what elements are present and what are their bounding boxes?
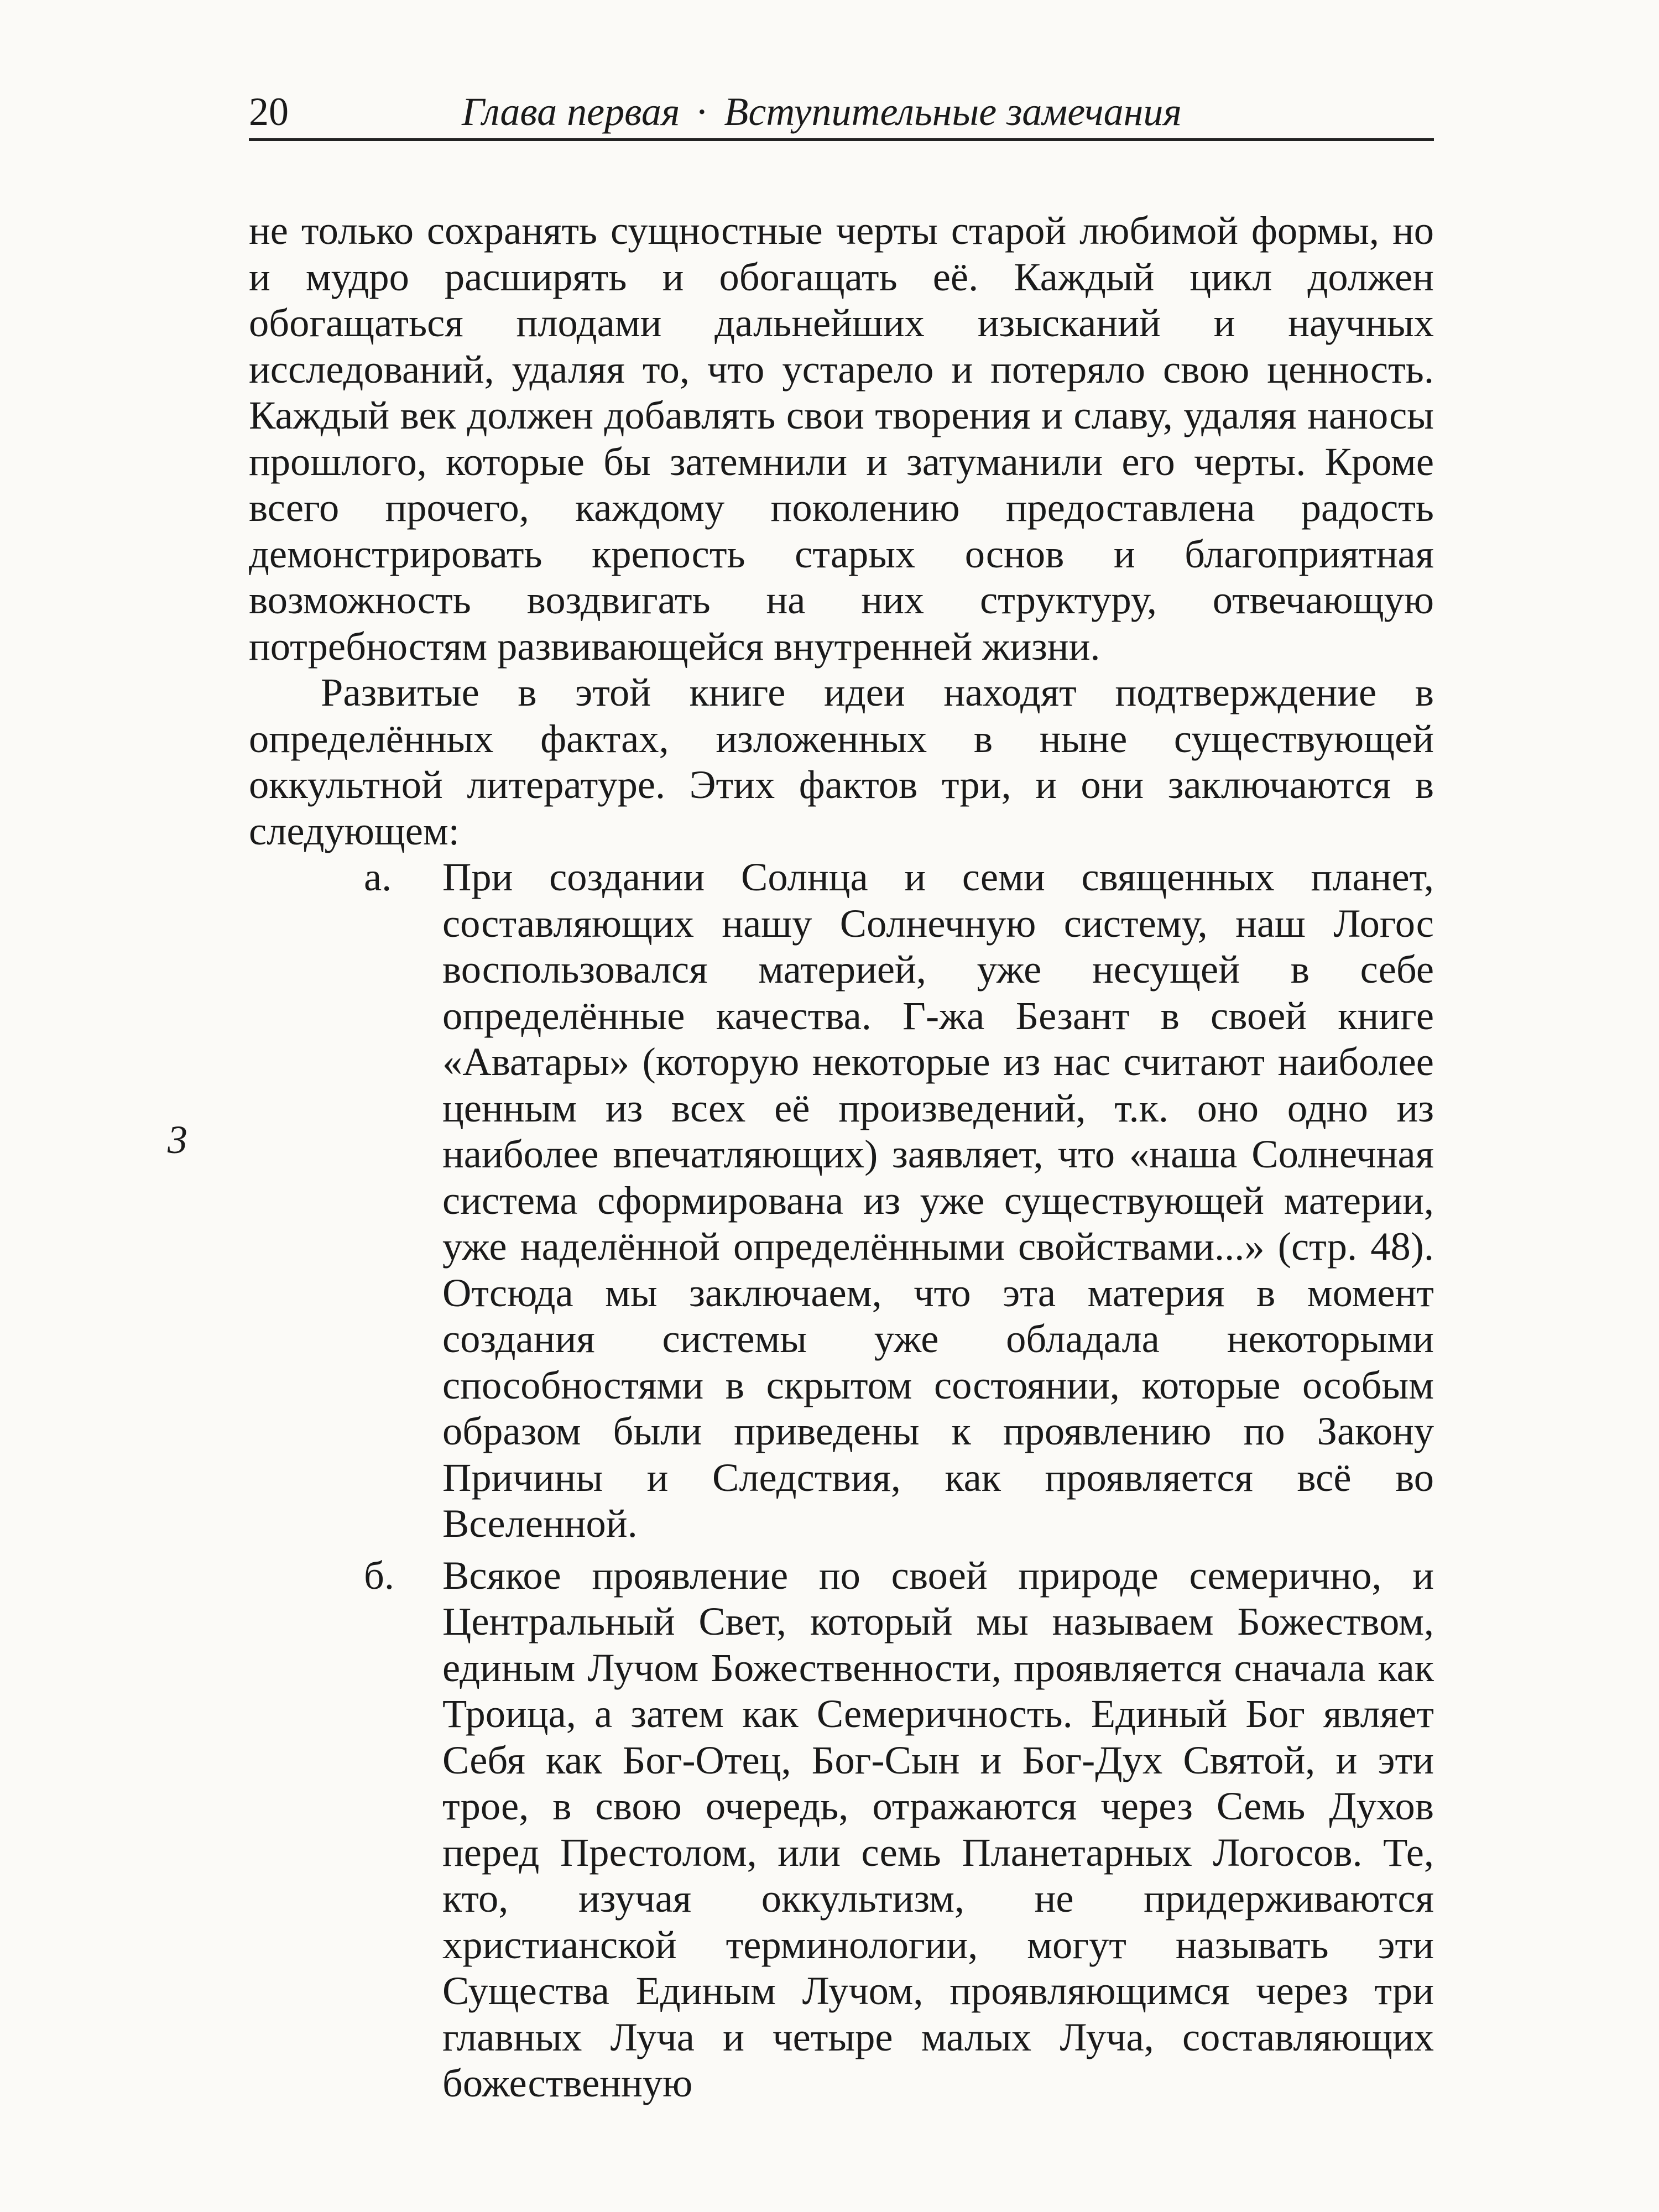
paragraph: не только сохранять сущностные черты старой любимой формы, но и мудро расширять и обогащать её. Каждый цикл должен обогащаться плодами дальнейших изысканий и научных исследований, удаляя то, что устарело и потеряло свою ценность. Каждый век должен добавлять свои творения и славу, удаляя наносы прошлого, которые бы затемнили и затуманили его черты. Кроме всего прочего, каждому поколению предоставлена радость демонстрировать крепость старых основ и благоприятная возможность воздвигать на них структуру, отвечающую потребностям развивающейся внутренней жизни.	[249, 208, 1434, 669]
list-item-text: Всякое проявление по своей природе семерично, и Центральный Свет, который мы называем Божеством, единым Лучом Божественности, проявляется сначала как Троица, а затем как Семеричность. Единый Бог являет Себя как Бог-Отец, Бог-Сын и Бог-Дух Святой, и эти трое, в свою очередь, отражаются через Семь Духов перед Престолом, или семь Планетарных Логосов. Те, кто, изучая оккультизм, не придерживаются христианской терминологии, могут называть эти Существа Единым Лучом, проявляющимся через три главных Луча и четыре малых Луча, составляющих божественную	[442, 1552, 1434, 2105]
paragraph: Развитые в этой книге идеи находят подтверждение в определённых фактах, изложенных в ныне существующей оккультной литературе. Этих фактов три, и они заключаются в следующем:	[249, 670, 1434, 853]
margin-note: 3	[168, 1118, 187, 1162]
list-item	[249, 1552, 1434, 2106]
chapter-title: Глава первая	[462, 90, 680, 134]
section-title: Вступительные замечания	[724, 90, 1182, 134]
title-separator: ·	[695, 90, 709, 134]
body-text	[249, 207, 1434, 2106]
page-number: 20	[249, 90, 289, 134]
list-item-text: При создании Солнца и семи священных планет, составляющих нашу Солнечную систему, наш Логос воспользовался материей, уже несущей в себе определённые качества. Г-жа Безант в своей книге «Аватары» (которую некоторые из нас считают наиболее ценным из всех её произведений, т.к. оно одно из наиболее впечатляющих) заявляет, что «наша Солнечная система сформирована из уже существующей материи, уже наделённой определёнными свойствами...» (стр. 48). Отсюда мы заключаем, что эта материя в момент создания системы уже обладала некоторыми способностями в скрытом состоянии, которые особым образом были приведены к проявлению по Закону Причины и Следствия, как проявляется всё во Вселенной.	[442, 854, 1434, 1546]
list-item	[249, 854, 1434, 1547]
list-item-marker: а.	[364, 854, 392, 899]
list-item-marker: б.	[364, 1552, 395, 1598]
running-title	[462, 92, 1182, 132]
running-header	[249, 86, 1434, 141]
